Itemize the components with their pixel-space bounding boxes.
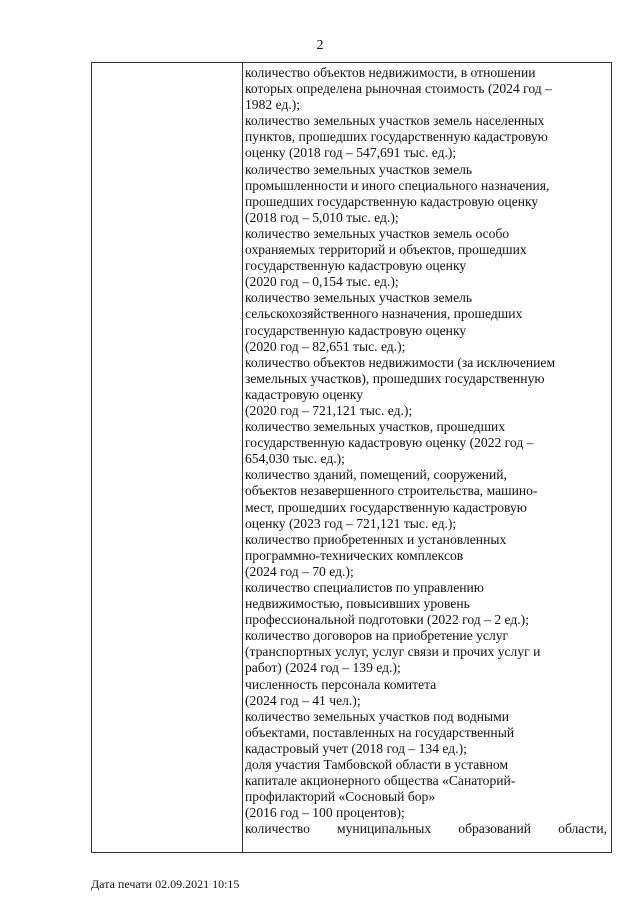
text-line: кадастровый учет (2018 год – 134 ед.); <box>245 740 467 756</box>
text-line: профессиональной подготовки (2022 год – 2 ед.); <box>245 612 529 628</box>
page-number: 2 <box>316 38 324 53</box>
text-line: количество муниципальных образований области, <box>245 821 607 837</box>
text-line: количество земельных участков земель особо <box>245 225 510 241</box>
text-line: количество земельных участков земель населенных <box>245 113 545 129</box>
text-line: (2020 год – 721,121 тыс. ед.); <box>245 402 413 418</box>
text-line: (2020 год – 0,154 тыс. ед.); <box>245 274 399 290</box>
text-line: количество земельных участков под водными <box>245 708 510 724</box>
text-line: промышленности и иного специального назначения, <box>245 177 550 193</box>
text-line: охраняемых территорий и объектов, прошедших <box>245 242 527 258</box>
text-line: 1982 ед.); <box>245 97 301 113</box>
text-line: кадастровую оценку <box>245 386 364 402</box>
document-table <box>91 62 612 853</box>
text-line: количество земельных участков, прошедших <box>245 419 506 435</box>
text-line: (2016 год – 100 процентов); <box>245 805 405 821</box>
text-line: пунктов, прошедших государственную кадастровую <box>245 129 548 145</box>
text-line: (2024 год – 70 ед.); <box>245 563 354 579</box>
text-line: (2020 год – 82,651 тыс. ед.); <box>245 338 406 354</box>
text-line: количество приобретенных и установленных <box>245 531 507 547</box>
text-line: программно-технических комплексов <box>245 547 464 563</box>
text-line: оценку (2018 год – 547,691 тыс. ед.); <box>245 145 457 161</box>
text-line: объектами, поставленных на государственный <box>245 724 515 740</box>
text-line: оценку (2023 год – 721,121 тыс. ед.); <box>245 515 457 531</box>
text-line: 654,030 тыс. ед.); <box>245 451 345 467</box>
text-line: количество зданий, помещений, сооружений, <box>245 467 507 483</box>
text-line: количество специалистов по управлению <box>245 580 484 595</box>
text-line: объектов незавершенного строительства, машино- <box>245 483 538 499</box>
text-line: (2018 год – 5,010 тыс. ед.); <box>245 209 399 225</box>
text-line: (2024 год – 41 чел.); <box>245 692 361 708</box>
indicators-column <box>245 65 607 838</box>
text-line: государственную кадастровую оценку (2022 год – <box>245 435 534 451</box>
text-line: численность персонала комитета <box>245 676 437 692</box>
text-line: доля участия Тамбовской области в уставном <box>245 757 509 773</box>
text-line: которых определена рыночная стоимость (2024 год – <box>245 81 552 97</box>
text-line: (транспортных услуг, услуг связи и прочих услуг и <box>245 644 541 660</box>
text-line: профилакторий «Сосновый бор» <box>245 789 436 805</box>
text-line: количество земельных участков земель <box>245 161 473 177</box>
text-line: сельскохозяйственного назначения, прошедших <box>245 306 523 322</box>
print-date: Дата печати 02.09.2021 10:15 <box>91 877 240 891</box>
text-line: государственную кадастровую оценку <box>245 258 467 274</box>
column-divider <box>242 63 243 852</box>
text-line: количество договоров на приобретение услуг <box>245 628 509 644</box>
text-line: мест, прошедших государственную кадастровую <box>245 499 527 515</box>
text-line: государственную кадастровую оценку <box>245 322 467 338</box>
text-line: количество объектов недвижимости, в отношении <box>245 65 536 80</box>
text-line: прошедших государственную кадастровую оценку <box>245 193 539 209</box>
text-line: работ) (2024 год – 139 ед.); <box>245 660 401 676</box>
text-line: земельных участков), прошедших государственную <box>245 370 545 386</box>
text-line: недвижимостью, повысивших уровень <box>245 596 470 612</box>
text-line: капитале акционерного общества «Санаторий- <box>245 773 516 789</box>
text-line: количество земельных участков земель <box>245 290 473 306</box>
text-line: количество объектов недвижимости (за исключением <box>245 354 556 370</box>
